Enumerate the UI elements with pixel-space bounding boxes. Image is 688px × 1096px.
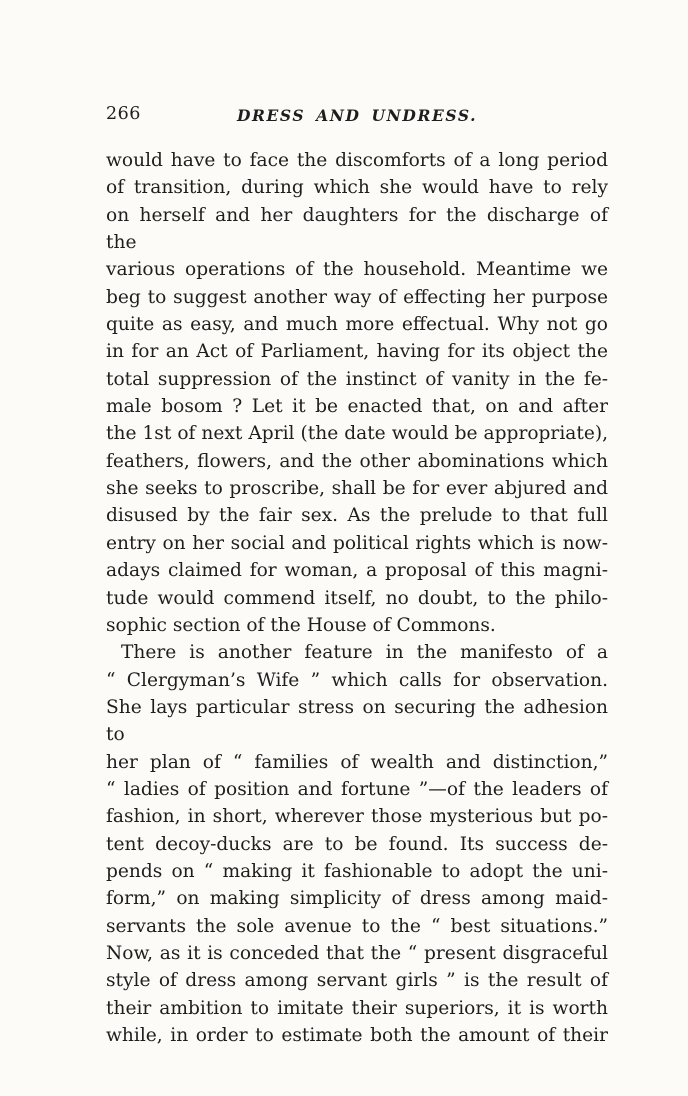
text-line: quite as easy, and much more effectual. Why not go — [106, 314, 608, 336]
text-line: servants the sole avenue to the “ best situations.” — [106, 915, 608, 937]
text-line: sophic section of the House of Commons. — [106, 614, 496, 636]
page-header — [106, 104, 608, 128]
text-line: male bosom ? Let it be enacted that, on and after — [106, 396, 608, 418]
page-number: 266 — [106, 104, 141, 124]
text-line: of transition, during which she would have to rely — [106, 177, 608, 199]
text-line: “ ladies of position and fortune ”—of the leaders of — [106, 778, 608, 800]
page-body — [106, 147, 608, 1049]
text-line: fashion, in short, wherever those mysterious but po- — [106, 806, 608, 828]
paragraph — [106, 147, 608, 639]
text-line: while, in order to estimate both the amount of their — [106, 1025, 608, 1046]
text-line: the 1st of next April (the date would be appropriate), — [106, 423, 608, 445]
text-line: various operations of the household. Meantime we — [106, 259, 608, 281]
text-line: total suppression of the instinct of vanity in the fe- — [106, 368, 608, 390]
text-line: style of dress among servant girls ” is the result of — [106, 970, 608, 992]
text-line: She lays particular stress on securing the adhesion to — [106, 696, 608, 746]
text-line: “ Clergyman’s Wife ” which calls for observation. — [106, 669, 608, 691]
text-line: beg to suggest another way of effecting her purpose — [106, 286, 608, 308]
text-line: she seeks to proscribe, shall be for ever abjured and — [106, 478, 608, 500]
book-page — [106, 104, 608, 1049]
text-line: adays claimed for woman, a proposal of this magni- — [106, 560, 608, 582]
text-line: would have to face the discomforts of a long period — [106, 150, 608, 171]
text-line: entry on her social and political rights which is now- — [106, 532, 608, 554]
running-title: DRESS AND UNDRESS. — [236, 106, 478, 125]
text-line: feathers, flowers, and the other abominations which — [106, 450, 608, 472]
text-line: disused by the fair sex. As the prelude to that full — [106, 505, 608, 527]
text-line: tent decoy-ducks are to be found. Its success de- — [106, 833, 608, 855]
text-line: form,” on making simplicity of dress among maid- — [106, 888, 608, 910]
text-line: in for an Act of Parliament, having for its object the — [106, 341, 608, 363]
text-line: on herself and her daughters for the discharge of the — [106, 204, 608, 254]
text-line: tude would commend itself, no doubt, to the philo- — [106, 587, 608, 609]
text-line: pends on “ making it fashionable to adopt the uni- — [106, 860, 608, 882]
paragraph — [106, 639, 608, 1049]
text-line: their ambition to imitate their superiors, it is worth — [106, 997, 608, 1019]
text-line: Now, as it is conceded that the “ present disgraceful — [106, 942, 608, 964]
text-line: her plan of “ families of wealth and distinction,” — [106, 751, 608, 773]
text-line: There is another feature in the manifesto of a — [121, 642, 608, 664]
